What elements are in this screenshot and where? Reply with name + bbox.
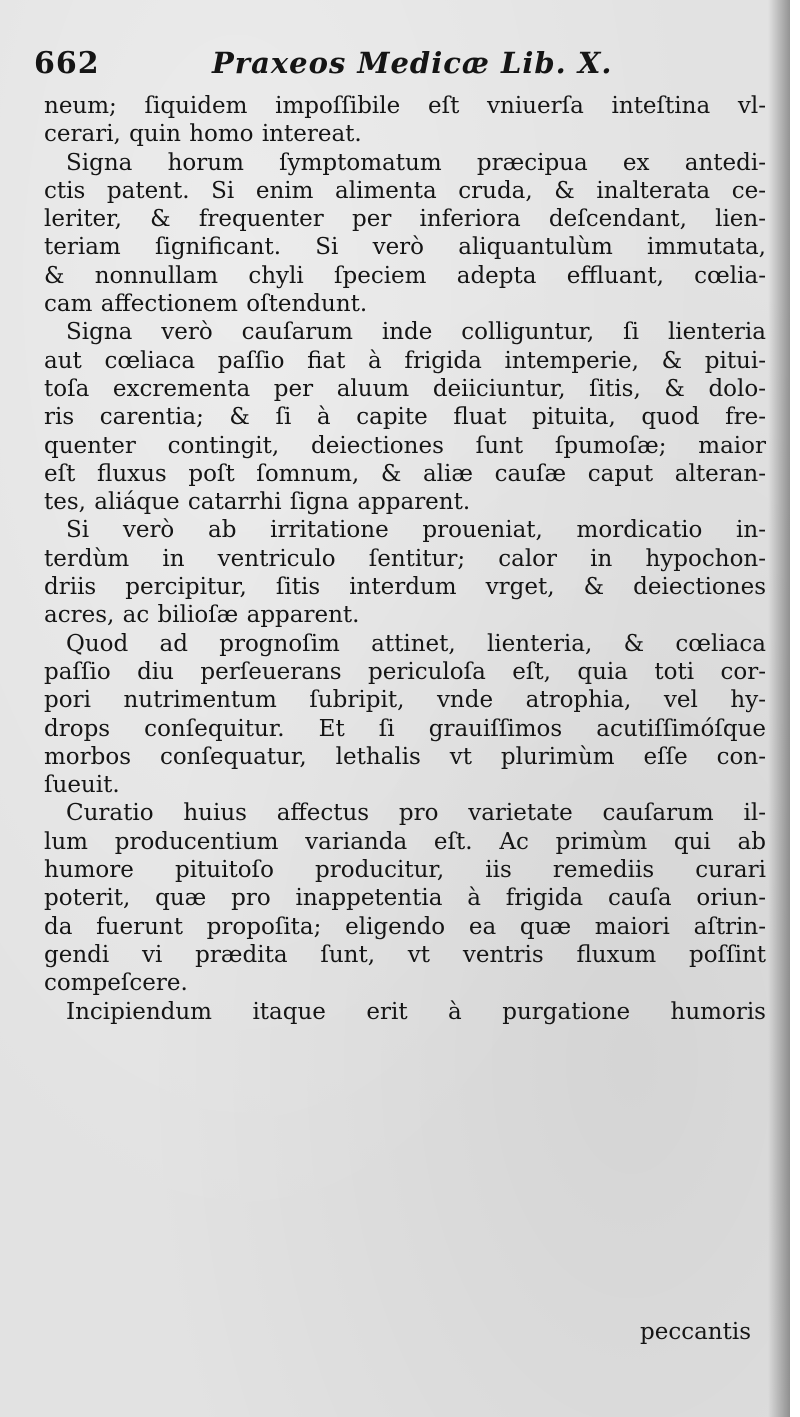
paragraph-start-line: Si verò ab irritatione proueniat, mordicatio in-	[66, 517, 766, 544]
text-line: driis percipitur, ſitis interdum vrget, & deiectiones	[44, 574, 766, 601]
text-line: drops conſequitur. Et ſi grauiſſimos acutiſſimóſque	[44, 715, 766, 742]
text-line: & nonnullam chyli ſpeciem adepta effluant, cœlia-	[44, 262, 766, 289]
text-line: teriam ſignificant. Si verò aliquantulùm immutata,	[44, 234, 766, 261]
text-line: ſueuit.	[44, 772, 120, 799]
text-line: terdùm in ventriculo ſentitur; calor in hypochon-	[44, 545, 766, 572]
text-line: neum; ſiquidem impoſſibile eſt vniuerſa inteſtina vl-	[44, 93, 766, 119]
text-line: ctis patent. Si enim alimenta cruda, & inalterata ce-	[44, 177, 766, 204]
text-line: lum producentium varianda eſt. Ac primùm qui ab	[44, 828, 766, 855]
text-line: cerari, quin homo intereat.	[44, 121, 362, 148]
text-line: compeſcere.	[44, 970, 188, 997]
text-line: gendi vi prædita ſunt, vt ventris fluxum poſſint	[44, 941, 766, 968]
text-line: pori nutrimentum ſubripit, vnde atrophia, vel hy-	[44, 687, 766, 714]
text-line: da fuerunt propoſita; eligendo ea quæ maiori aſtrin-	[44, 913, 766, 940]
text-line: cam affectionem oſtendunt.	[44, 291, 368, 318]
text-line: tes, aliáque catarrhi ſigna apparent.	[44, 489, 471, 516]
page-number: 662	[34, 46, 100, 81]
text-line: toſa excrementa per aluum deiiciuntur, ſitis, & dolo-	[44, 375, 766, 402]
text-line: humore pituitoſo producitur, iis remediis curari	[44, 857, 766, 884]
text-line: paſſio diu perſeuerans periculoſa eſt, quia toti cor-	[44, 658, 766, 685]
paragraph-start-line: Quod ad prognoſim attinet, lienteria, & cœliaca	[66, 630, 766, 657]
text-line: morbos conſequatur, lethalis vt plurimùm eſſe con-	[44, 743, 766, 770]
text-line: leriter, & frequenter per inferiora deſcendant, lien-	[44, 206, 766, 233]
page-header	[34, 46, 774, 86]
text-line: poterit, quæ pro inappetentia à frigida cauſa oriun-	[44, 885, 766, 912]
paragraph-start-line: Curatio huius affectus pro varietate cauſarum il-	[66, 800, 766, 827]
catchword: peccantis	[640, 1319, 752, 1345]
paragraph-start-line: Incipiendum itaque erit à purgatione humoris	[66, 998, 766, 1025]
body-text	[44, 92, 766, 1026]
text-line: quenter contingit, deiectiones ſunt ſpumoſæ; maior	[44, 432, 766, 459]
running-title: Praxeos Medicæ Lib. X.	[212, 46, 613, 80]
text-line: eſt fluxus poſt ſomnum, & aliæ cauſæ caput alteran-	[44, 460, 766, 487]
paragraph-start-line: Signa horum ſymptomatum præcipua ex antedi-	[66, 149, 766, 176]
text-line: acres, ac bilioſæ apparent.	[44, 602, 360, 629]
text-line: aut cœliaca paſſio fiat à frigida intemperie, & pitui-	[44, 347, 766, 374]
paragraph-start-line: Signa verò cauſarum inde colliguntur, ſi lienteria	[66, 319, 766, 346]
text-line: ris carentia; & ſi à capite fluat pituita, quod fre-	[44, 404, 766, 431]
